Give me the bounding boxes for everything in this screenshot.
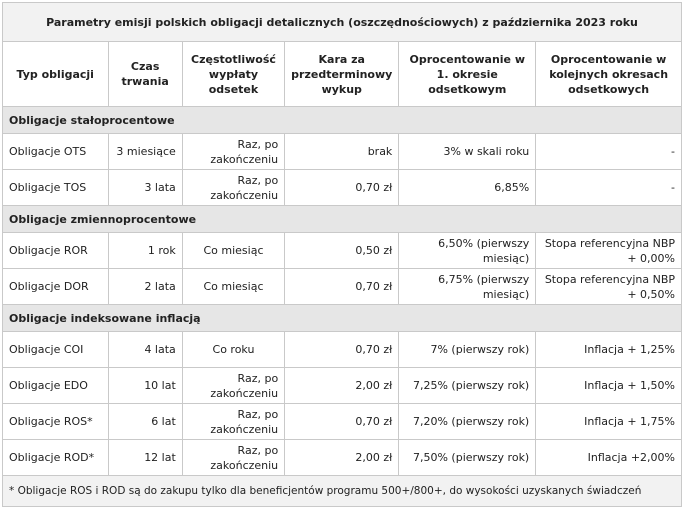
cell-duration: 3 miesiące <box>108 134 182 170</box>
header-next-periods-rate: Oprocentowanie w kolejnych okresach odsetkowych <box>536 42 682 107</box>
cell-duration: 12 lat <box>108 440 182 476</box>
cell-next-rate: Stopa referencyjna NBP + 0,50% <box>536 269 682 305</box>
cell-first-rate: 7,25% (pierwszy rok) <box>399 368 536 404</box>
cell-duration: 2 lata <box>108 269 182 305</box>
table-title: Parametry emisji polskich obligacji detalicznych (oszczędnościowych) z października 2023 roku <box>3 3 682 42</box>
header-early-redemption-fee: Kara za przedterminowy wykup <box>285 42 399 107</box>
cell-type: Obligacje ROD* <box>3 440 109 476</box>
bond-table <box>2 2 682 507</box>
table-row <box>3 170 682 206</box>
section-title: Obligacje stałoprocentowe <box>3 107 682 134</box>
header-first-period-rate: Oprocentowanie w 1. okresie odsetkowym <box>399 42 536 107</box>
table-row <box>3 269 682 305</box>
cell-frequency: Raz, po zakończeniu <box>182 368 284 404</box>
footnote: * Obligacje ROS i ROD są do zakupu tylko dla beneficjentów programu 500+/800+, do wysokości uzyskanych świadczeń <box>3 476 682 507</box>
cell-first-rate: 6,85% <box>399 170 536 206</box>
table-row <box>3 233 682 269</box>
header-row <box>3 42 682 107</box>
cell-type: Obligacje OTS <box>3 134 109 170</box>
cell-fee: 2,00 zł <box>285 368 399 404</box>
cell-frequency: Co miesiąc <box>182 233 284 269</box>
cell-duration: 10 lat <box>108 368 182 404</box>
cell-frequency: Raz, po zakończeniu <box>182 404 284 440</box>
section-title: Obligacje indeksowane inflacją <box>3 305 682 332</box>
cell-next-rate: - <box>536 134 682 170</box>
header-duration: Czas trwania <box>108 42 182 107</box>
cell-frequency: Raz, po zakończeniu <box>182 170 284 206</box>
cell-fee: 0,70 zł <box>285 170 399 206</box>
cell-next-rate: Inflacja + 1,25% <box>536 332 682 368</box>
cell-fee: 0,70 zł <box>285 269 399 305</box>
cell-first-rate: 7,50% (pierwszy rok) <box>399 440 536 476</box>
cell-duration: 4 lata <box>108 332 182 368</box>
cell-next-rate: Inflacja + 1,75% <box>536 404 682 440</box>
cell-frequency: Co miesiąc <box>182 269 284 305</box>
cell-fee: 0,50 zł <box>285 233 399 269</box>
cell-duration: 6 lat <box>108 404 182 440</box>
cell-fee: 0,70 zł <box>285 404 399 440</box>
cell-type: Obligacje DOR <box>3 269 109 305</box>
cell-next-rate: Inflacja +2,00% <box>536 440 682 476</box>
cell-type: Obligacje ROR <box>3 233 109 269</box>
cell-frequency: Co roku <box>182 332 284 368</box>
table-row <box>3 368 682 404</box>
cell-first-rate: 7% (pierwszy rok) <box>399 332 536 368</box>
table-row <box>3 332 682 368</box>
cell-fee: brak <box>285 134 399 170</box>
header-type: Typ obligacji <box>3 42 109 107</box>
cell-first-rate: 7,20% (pierwszy rok) <box>399 404 536 440</box>
cell-type: Obligacje ROS* <box>3 404 109 440</box>
cell-first-rate: 6,75% (pierwszy miesiąc) <box>399 269 536 305</box>
cell-duration: 1 rok <box>108 233 182 269</box>
cell-type: Obligacje TOS <box>3 170 109 206</box>
section-fixed-rate <box>3 107 682 134</box>
cell-frequency: Raz, po zakończeniu <box>182 440 284 476</box>
cell-next-rate: Inflacja + 1,50% <box>536 368 682 404</box>
header-payout-frequency: Częstotliwość wypłaty odsetek <box>182 42 284 107</box>
section-inflation-indexed <box>3 305 682 332</box>
cell-duration: 3 lata <box>108 170 182 206</box>
cell-fee: 2,00 zł <box>285 440 399 476</box>
cell-first-rate: 6,50% (pierwszy miesiąc) <box>399 233 536 269</box>
table-row <box>3 404 682 440</box>
cell-next-rate: - <box>536 170 682 206</box>
section-title: Obligacje zmiennoprocentowe <box>3 206 682 233</box>
section-variable-rate <box>3 206 682 233</box>
cell-type: Obligacje COI <box>3 332 109 368</box>
table-row <box>3 134 682 170</box>
cell-frequency: Raz, po zakończeniu <box>182 134 284 170</box>
cell-next-rate: Stopa referencyjna NBP + 0,00% <box>536 233 682 269</box>
cell-first-rate: 3% w skali roku <box>399 134 536 170</box>
cell-type: Obligacje EDO <box>3 368 109 404</box>
cell-fee: 0,70 zł <box>285 332 399 368</box>
table-row <box>3 440 682 476</box>
